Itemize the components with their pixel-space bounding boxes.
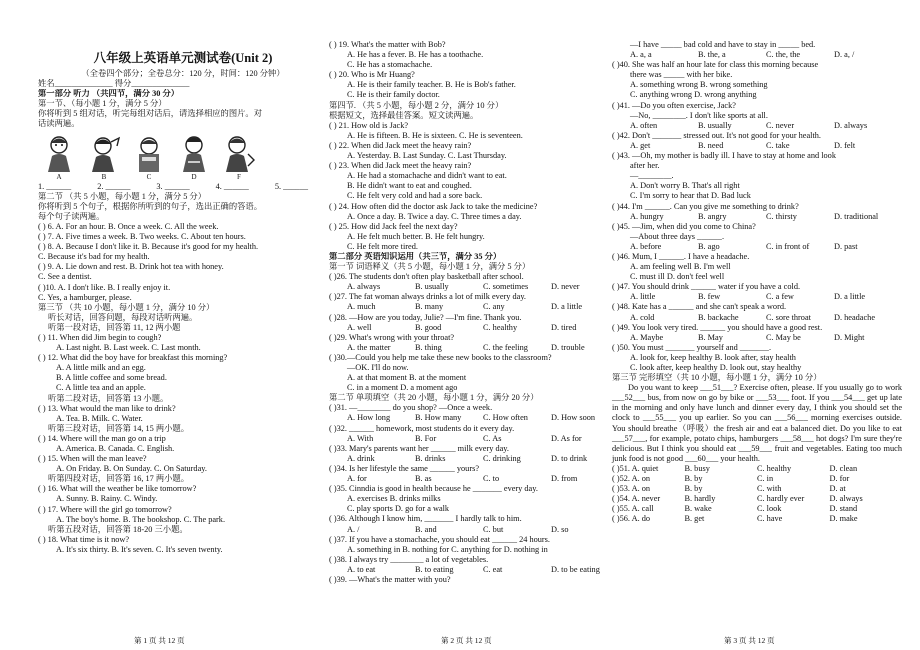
page-footer-2: 第 2 页 共 12 页 [441,636,492,645]
option: C. thirsty [766,211,797,221]
person-cold-icon [128,134,170,172]
picture-d [173,134,215,180]
exam-info: （全卷四个部分；全卷总分：120 分，时间：120 分钟） [81,69,285,78]
option: B. How many [415,413,462,423]
name-score-line: 姓名______________ 得分______________ [38,79,190,89]
answer-blank-4[interactable]: 4. ______ [215,181,249,191]
option: B. wake [684,504,712,514]
answer-blank-1[interactable]: 1. ______ [38,181,72,191]
option: D. headache [834,312,875,322]
question-6: ( ) 6. A. For an hour. B. Once a week. C. All the week. [38,221,219,231]
question-38: ( )38. I always try ________ a lot of vegetables. [329,554,489,564]
question-43-reply: —________. [630,171,674,181]
option: C. in front of [766,241,810,251]
option: C. in [757,474,774,484]
person-headache-icon [83,134,125,172]
option: A. a, a [630,50,652,60]
picture-label: B [101,172,107,181]
option: C. healthy [483,322,518,332]
option: D. to drink [551,453,588,463]
answer-blank-2[interactable]: 2. ______ [97,181,131,191]
question-35-options-cd: C. play sports D. go for a walk [347,504,450,514]
option: D. stand [829,504,858,514]
option: A. little [630,292,656,302]
option: C. sore throat [766,312,811,322]
picture-label: F [237,172,241,181]
section1-instruction-cont: 话读两遍。 [38,119,80,129]
question-15: ( ) 15. When will the man leave? [38,454,147,464]
option: C. hardly ever [757,494,805,504]
question-15-options: A. On Friday. B. On Sunday. C. On Saturday. [56,464,207,474]
question-32-options [329,434,619,444]
option: B. May [698,332,723,342]
option: A. With [347,433,374,443]
dialogue-2-note: 听第二段对话，回答第 13 小题。 [48,393,169,403]
question-48-options [612,313,902,323]
option: A. often [630,120,658,130]
option: C. a few [766,292,794,302]
option: B. usually [698,120,732,130]
section3-title: 第三节 （共 10 小题，每小题 1 分，满分 10 分） [38,302,215,312]
question-13: ( ) 13. What would the man like to drink? [38,403,176,413]
question-8: ( ) 8. A. Because I don't like it. B. Because it's good for my health. [38,242,259,252]
exam-title: 八年级上英语单元测试卷(Unit 2) [93,51,273,65]
option: C. take [766,140,790,150]
picture-b [83,134,125,180]
question-28: ( )28. —How are you today, Julie? —I'm fine. Thank you. [329,312,522,322]
option: B. need [698,140,724,150]
question-11: ( ) 11. When did Jim begin to cough? [38,332,162,342]
option: D. trouble [551,342,585,352]
question-36: ( )36. Although I know him, _______ I hardly talk to him. [329,514,522,524]
option: B. thing [415,342,442,352]
question-56-row [612,514,902,524]
option: C. have [757,514,783,524]
option: B. the, a [698,50,726,60]
question-40-options-cd: C. anything wrong D. wrong anything [630,90,757,100]
question-26: ( )26. The students don't often play basketball after school. [329,272,524,282]
option: C. the feeling [483,342,528,352]
question-52-row [612,474,902,484]
option: C. look [757,504,782,514]
picture-label: D [191,172,197,181]
question-30-options-cd: C. in a moment D. a moment ago [347,383,458,393]
question-43-options-ab: A. Don't worry B. That's all right [630,181,740,191]
question-41-options [612,121,902,131]
question-40-cont: there was _____ with her bike. [630,70,733,80]
question-27: ( )27. The fat woman always drinks a lot of milk every day. [329,292,526,302]
option: D. How soon [551,413,596,423]
page-column-1 [38,40,328,555]
option: D. for [829,474,850,484]
question-37-options: A. something in B. nothing for C. anything for D. nothing in [347,544,548,554]
page-footer-3: 第 3 页 共 12 页 [724,636,775,645]
question-17-options: A. The boy's home. B. The bookshop. C. The park. [56,514,226,524]
question-9: ( ) 9. A. Lie down and rest. B. Drink hot tea with honey. [38,262,224,272]
option: D. Might [834,332,865,342]
part2-title: 第二部分 英语知识运用（共三节，满分 35 分） [329,251,502,261]
question-32: ( )32. ______ homework, most students do it every day. [329,423,515,433]
question-45: ( )45. —Jim, when did you come to China? [612,221,756,231]
question-50-options-cd: C. look after, keep healthy D. look out, stay healthy [630,363,802,372]
option: A. cold [630,312,655,322]
option: B. good [415,322,442,332]
option: C. but [483,524,504,534]
option: D. a little [834,292,866,302]
option: A. before [630,241,662,251]
question-39-options [612,50,902,60]
question-44: ( )44. I'm ______. Can you give me something to drink? [612,201,799,211]
question-24-options: A. Once a day. B. Twice a day. C. Three times a day. [347,211,522,221]
question-45-options [612,242,902,252]
question-24: ( ) 24. How often did the doctor ask Jack to take the medicine? [329,201,538,211]
question-39: ( )39. —What's the matter with you? [329,574,451,584]
section4-instruction: 根据短文，选择最佳答案。短文读两遍。 [329,110,479,120]
picture-a [38,134,80,180]
question-53: ( )53. A. on [612,484,651,494]
question-38-options [329,565,619,575]
answer-blank-5[interactable]: 5. ______ [274,181,308,191]
option: D. so [551,524,569,534]
option: A. the matter [347,342,391,352]
section1-instruction: 你将听到 5 组对话，听完每组对话后，请选择相应的图片。对 [38,109,263,119]
option: B. few [698,292,721,302]
option: C. May be [766,332,801,342]
option: A. much [347,302,376,312]
question-51-row [612,464,902,474]
option: D. clean [829,463,858,473]
option: B. to eating [415,564,454,574]
question-23-option-a: A. He had a stomachache and didn't want to eat. [347,171,507,181]
question-23-option-b: B. He didn't want to eat and coughed. [347,181,472,191]
question-33: ( )33. Mary's parents want her ______ milk every day. [329,443,509,453]
page-column-3 [612,40,902,525]
question-34-options [329,474,619,484]
dialogue-1-note: 听第一段对话，回答第 11, 12 两小题 [48,322,181,332]
option: A. always [347,282,381,292]
section2-title: 第二节 （共 5 小题，每小题 1 分，满分 5 分） [38,191,207,201]
question-14-options: A. America. B. Canada. C. English. [56,444,175,453]
option: C. As [483,433,502,443]
question-43-options-cd: C. I'm sorry to hear that D. Bad luck [630,191,751,201]
question-19-option-ab: A. He has a fever. B. He has a toothache. [347,50,484,60]
person-stomachache-icon [173,134,215,172]
question-29: ( )29. What's wrong with your throat? [329,332,455,342]
question-53-row [612,484,902,494]
picture-c [128,134,170,180]
option: D. never [551,282,580,292]
question-54: ( )54. A. never [612,494,661,504]
question-23: ( ) 23. When did Jack meet the heavy rain? [329,161,472,171]
question-40-options-ab: A. something wrong B. wrong something [630,80,768,90]
question-16: ( ) 16. What will the weather be like tomorrow? [38,484,197,494]
option: C. to [483,474,500,484]
option: A. How long [347,413,391,423]
option: D. always [829,494,863,504]
question-35-options-ab: A. exercises B. drinks milks [347,494,441,504]
question-22-options: A. Yesterday. B. Last Sunday. C. Last Thursday. [347,151,507,161]
option: C. How often [483,413,528,423]
question-13-options: A. Tea. B. Milk. C. Water. [56,413,143,423]
option: A. hungry [630,211,664,221]
question-48: ( )48. Kate has a ______ and she can't speak a word. [612,302,787,312]
question-41-reply: —No, ________. I don't like sports at all. [630,110,768,120]
option: C. never [766,120,795,130]
question-22: ( ) 22. When did Jack meet the heavy rain? [329,140,472,150]
answer-blanks [38,182,328,192]
question-36-options [329,525,619,535]
question-21-options: A. He is fifteen. B. He is sixteen. C. He is seventeen. [347,130,523,140]
person-toothache-icon [38,134,80,172]
option: C. drinking [483,453,521,463]
question-26-options [329,282,619,292]
question-11-options: A. Last night. B. Last week. C. Last month. [56,343,201,353]
question-50-options-ab: A. look for, keep healthy B. look after, stay health [630,352,796,362]
option: D. As for [551,433,582,443]
question-39-reply: —I have _____ bad cold and have to stay in _____ bed. [630,40,816,49]
question-14: ( ) 14. Where will the man go on a trip [38,433,166,443]
question-17: ( ) 17. Where will the girl go tomorrow? [38,504,172,514]
option: A. for [347,474,367,484]
option: B. usually [415,282,449,292]
option: D. past [834,241,858,251]
question-56: ( )56. A. do [612,514,651,524]
section2-instruction: 你将听到 5 个句子，根据你所听到的句子，选出正确的答语。 [38,201,263,211]
question-12-option-b: B. A little coffee and some bread. [56,373,167,383]
question-46: ( )46. Mum, I ______. I have a headache. [612,251,750,261]
question-8-option-c: C. Because it's bad for my health. [38,252,150,262]
question-43-cont: after her. [630,161,660,171]
question-25-options: A. He felt much better. B. He felt hungry. [347,231,485,241]
question-52: ( )52. A. on [612,474,651,484]
option: B. many [415,302,444,312]
question-42-options [612,141,902,151]
picture-label: C [146,172,152,181]
question-40: ( )40. She was half an hour late for class this morning because [612,60,819,70]
question-31-options [329,413,619,423]
option: A. / [347,524,360,534]
option: A. to eat [347,564,376,574]
option: B. backache [698,312,739,322]
question-49: ( )49. You look very tired. ______ you should have a good rest. [612,322,823,332]
question-19: ( ) 19. What's the matter with Bob? [329,40,446,49]
option: D. felt [834,140,856,150]
option: A. Maybe [630,332,664,342]
question-31: ( )31. —________ do you shop? —Once a week. [329,403,493,413]
question-27-options [329,302,619,312]
question-33-options [329,454,619,464]
part2-section3-title: 第三节 完形填空（共 10 小题，每小题 1 分，满分 10 分） [612,373,822,383]
question-47: ( )47. You should drink ______ water if you have a cold. [612,282,801,292]
option: D. to be eating [551,564,600,574]
option: B. by [684,484,703,494]
question-25-option-c: C. He felt more tired. [347,241,418,251]
question-10-option-c: C. Yes, a hamburger, please. [38,292,132,302]
option: D. always [834,120,868,130]
option: D. at [829,484,846,494]
option: D. from [551,474,578,484]
section1-title: 第一节、（每小题 1 分，满分 5 分） [38,99,167,109]
question-16-options: A. Sunny. B. Rainy. C. Windy. [56,494,158,504]
picture-label: A [56,172,62,181]
option: C. sometimes [483,282,529,292]
option: D. a little [551,302,583,312]
question-30-options-ab: A. at that moment B. at the moment [347,373,467,383]
question-30-reply: —OK. I'll do now. [347,363,409,372]
option: D. make [829,514,858,524]
option: A. drink [347,453,375,463]
question-20: ( ) 20. Who is Mr Huang? [329,70,415,80]
part2-section1-title: 第一节 词语释义（共 5 小题，每小题 1 分，满分 5 分） [329,262,531,272]
question-49-options [612,333,902,343]
question-55: ( )55. A. call [612,504,654,514]
question-41: ( )41. —Do you often exercise, Jack? [612,100,736,110]
option: D. a, / [834,50,855,60]
option: C. the, the [766,50,801,60]
question-50: ( )50. You must _______ yourself and _______. [612,342,772,352]
question-19-option-c: C. He has a stomachache. [347,60,433,70]
option: B. For [415,433,437,443]
question-47-options [612,292,902,302]
dialogue-5-note: 听第五段对话，回答第 18-20 三小题。 [48,524,188,534]
question-54-row [612,494,902,504]
question-45-reply: —About three days ______. [630,231,725,241]
cloze-passage: Do you want to keep ___51___? Exercise often, please. If you usually go to work ___52___ bus, from now on go by bike or ___53___ foot. If you ___54___ get up late in the morning and only have lunch and dinner every day, I think you should set the clock to ___55___ you up earlier. So you can ___56___ morning exercises outside. You should breathe（呼吸）the fresh air and eat a balanced diet. Do you like to eat ___57___, for example, potato chips, hamburgers ___58___ hot dogs? I'm sure they're delicious. But I think you should eat ___59___ fruit and vegetables. Eating too much junk food is not good ___60___ your health. [612,383,902,463]
option: A. well [347,322,372,332]
option: C. any [483,302,505,312]
option: B. by [684,474,703,484]
question-18-options: A. It's six thirty. B. It's seven. C. It's seven twenty. [56,544,223,554]
option: D. tired [551,322,577,332]
question-12-option-c: C. A little tea and an apple. [56,383,146,393]
option: B. hardly [684,494,716,504]
option: C. eat [483,564,503,574]
option: B. get [684,514,705,524]
option: D. traditional [834,211,879,221]
option: C. with [757,484,782,494]
question-30: ( )30.—Could you help me take these new books to the classroom? [329,352,552,362]
question-25: ( ) 25. How did Jack feel the next day? [329,221,458,231]
option: B. as [415,474,432,484]
part2-section2-title: 第二节 单项填空（共 20 小题，每小题 1 分，满分 20 分） [329,393,539,403]
page-column-2 [329,40,619,585]
question-37: ( )37. If you have a stomachache, you should eat ______ 24 hours. [329,534,550,544]
option: C. healthy [757,463,792,473]
picture-f [218,134,260,180]
option: B. drinks [415,453,446,463]
question-12: ( ) 12. What did the boy have for breakfast this morning? [38,353,228,363]
question-46-options-cd: C. must ill D. don't feel well [630,272,725,282]
question-46-options-ab: A. am feeling well B. I'm well [630,262,731,272]
question-20-option-c: C. He is their family doctor. [347,90,440,100]
page-footer-1: 第 1 页 共 12 页 [134,636,185,645]
question-9-option-c: C. See a dentist. [38,272,92,282]
answer-blank-3[interactable]: 3. ______ [156,181,190,191]
question-28-options [329,323,619,333]
question-42: ( )42. Don't _______ stressed out. It's not good for your health. [612,130,822,140]
option: A. get [630,140,651,150]
question-43: ( )43. —Oh, my mother is badly ill. I have to stay at home and look [612,151,836,161]
question-34: ( )34. Is her lifestyle the same ______ yours? [329,463,479,473]
option: B. busy [684,463,710,473]
question-35: ( )35. Cinndia is good in health because he _______ every day. [329,484,538,494]
section4-title: 第四节. （共 5 小题，每小题 2 分，满分 10 分） [329,100,504,110]
option: B. and [415,524,437,534]
section2-instruction-cont: 每个句子读两遍。 [38,211,105,221]
listening-pictures [38,134,328,180]
question-12-option-a: A. A little milk and an egg. [56,363,146,373]
question-44-options [612,212,902,222]
question-29-options [329,343,619,353]
question-18: ( ) 18. What time is it now? [38,534,130,544]
question-23-option-c: C. He felt very cold and had a sore back. [347,191,483,201]
question-21: ( ) 21. How old is Jack? [329,120,409,130]
part1-title: 第一部分 听力 （共四节，满分 30 分） [38,89,180,99]
question-51: ( )51. A. quiet [612,463,659,473]
question-7: ( ) 7. A. Five times a week. B. Two weeks. C. About ten hours. [38,232,246,242]
dialogue-4-note: 听第四段对话，回答第 16, 17 两小题。 [48,474,190,484]
question-20-option-ab: A. He is their family teacher. B. He is Bob's father. [347,80,516,90]
person-sore-back-icon [218,134,260,172]
dialogue-3-note: 听第三段对话，回答第 14, 15 两小题。 [48,423,190,433]
option: B. ago [698,241,720,251]
question-10: ( )10. A. I don't like. B. I really enjoy it. [38,282,171,292]
option: B. angry [698,211,727,221]
section3-instruction: 听长对话，回答问题，每段对话听两遍。 [48,312,198,322]
question-55-row [612,504,902,514]
